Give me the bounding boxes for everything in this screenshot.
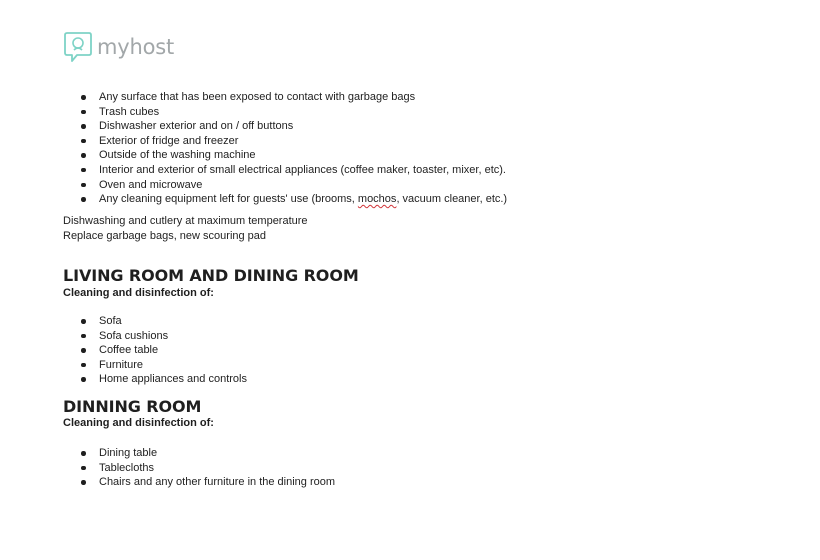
list-item: Dishwasher exterior and on / off buttons <box>63 119 507 134</box>
list-item: Any cleaning equipment left for guests' use (brooms, mochos, vacuum cleaner, etc.) <box>63 192 507 207</box>
bullet-dot-icon <box>81 451 86 456</box>
list-item: Furniture <box>63 358 247 373</box>
speech-bubble-house-logo-icon <box>63 31 93 63</box>
bullet-dot-icon <box>81 319 86 324</box>
bullet-dot-icon <box>81 197 86 202</box>
living-room-heading: LIVING ROOM AND DINING ROOM <box>63 266 359 285</box>
kitchen-note-dishwashing: Dishwashing and cutlery at maximum temperature <box>63 215 308 227</box>
list-item: Outside of the washing machine <box>63 148 507 163</box>
list-item: Exterior of fridge and freezer <box>63 134 507 149</box>
bullet-dot-icon <box>81 334 86 339</box>
kitchen-cleaning-list <box>63 90 507 207</box>
list-item: Trash cubes <box>63 105 507 120</box>
bullet-dot-icon <box>81 153 86 158</box>
bullet-dot-icon <box>81 466 86 471</box>
kitchen-note-garbage: Replace garbage bags, new scouring pad <box>63 230 267 242</box>
spellcheck-flagged-word[interactable]: mochos <box>357 193 397 206</box>
dinning-room-list <box>63 446 335 490</box>
bullet-dot-icon <box>81 95 86 100</box>
list-item: Home appliances and controls <box>63 372 247 387</box>
dinning-room-subheading: Cleaning and disinfection of: <box>63 417 214 429</box>
dinning-room-heading: DINNING ROOM <box>63 397 202 416</box>
living-room-subheading: Cleaning and disinfection of: <box>63 287 214 299</box>
living-room-list <box>63 314 247 387</box>
list-item: Sofa <box>63 314 247 329</box>
bullet-dot-icon <box>81 124 86 129</box>
list-item: Oven and microwave <box>63 178 507 193</box>
bullet-dot-icon <box>81 183 86 188</box>
list-item: Dining table <box>63 446 335 461</box>
bullet-dot-icon <box>81 348 86 353</box>
myhost-logo <box>63 31 174 63</box>
list-item: Coffee table <box>63 343 247 358</box>
list-item: Interior and exterior of small electrical appliances (coffee maker, toaster, mixer, etc). <box>63 163 507 178</box>
list-item: Tablecloths <box>63 461 335 476</box>
bullet-dot-icon <box>81 168 86 173</box>
bullet-dot-icon <box>81 377 86 382</box>
bullet-dot-icon <box>81 139 86 144</box>
list-item: Any surface that has been exposed to contact with garbage bags <box>63 90 507 105</box>
list-item: Sofa cushions <box>63 329 247 344</box>
list-item: Chairs and any other furniture in the dining room <box>63 475 335 490</box>
bullet-dot-icon <box>81 110 86 115</box>
bullet-dot-icon <box>81 363 86 368</box>
bullet-dot-icon <box>81 480 86 485</box>
brand-name: myhost <box>97 34 175 59</box>
